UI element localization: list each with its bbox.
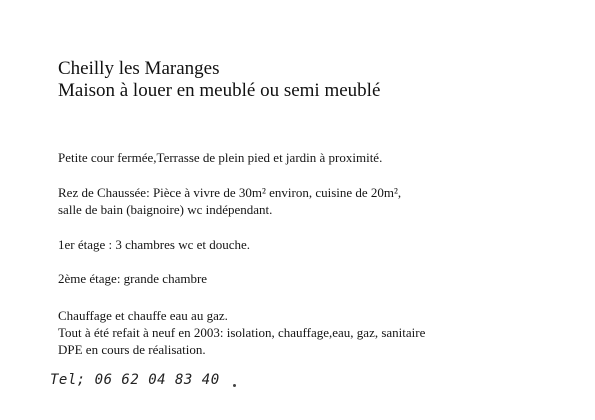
document-title-offer: Maison à louer en meublé ou semi meublé [58,80,381,101]
handwritten-phone-number [50,370,250,396]
paragraph-heating: Chauffage et chauffe eau au gaz. [58,308,228,323]
phone-number-text: Tel; 06 62 04 83 40 [50,372,220,388]
paragraph-ground-floor-line2: salle de bain (baignoire) wc indépendant. [58,202,273,217]
paragraph-ground-floor-line1: Rez de Chaussée: Pièce à vivre de 30m² environ, cuisine de 20m², [58,185,402,200]
paragraph-exterior: Petite cour fermée,Terrasse de plein pied et jardin à proximité. [58,150,383,165]
paragraph-second-floor: 2ème étage: grande chambre [58,271,208,286]
paragraph-dpe: DPE en cours de réalisation. [58,342,206,357]
paragraph-renovation: Tout à été refait à neuf en 2003: isolation, chauffage,eau, gaz, sanitaire [58,325,426,340]
ink-dot-mark [233,384,236,387]
document-title-location: Cheilly les Maranges [58,58,220,79]
paragraph-first-floor: 1er étage : 3 chambres wc et douche. [58,237,251,252]
